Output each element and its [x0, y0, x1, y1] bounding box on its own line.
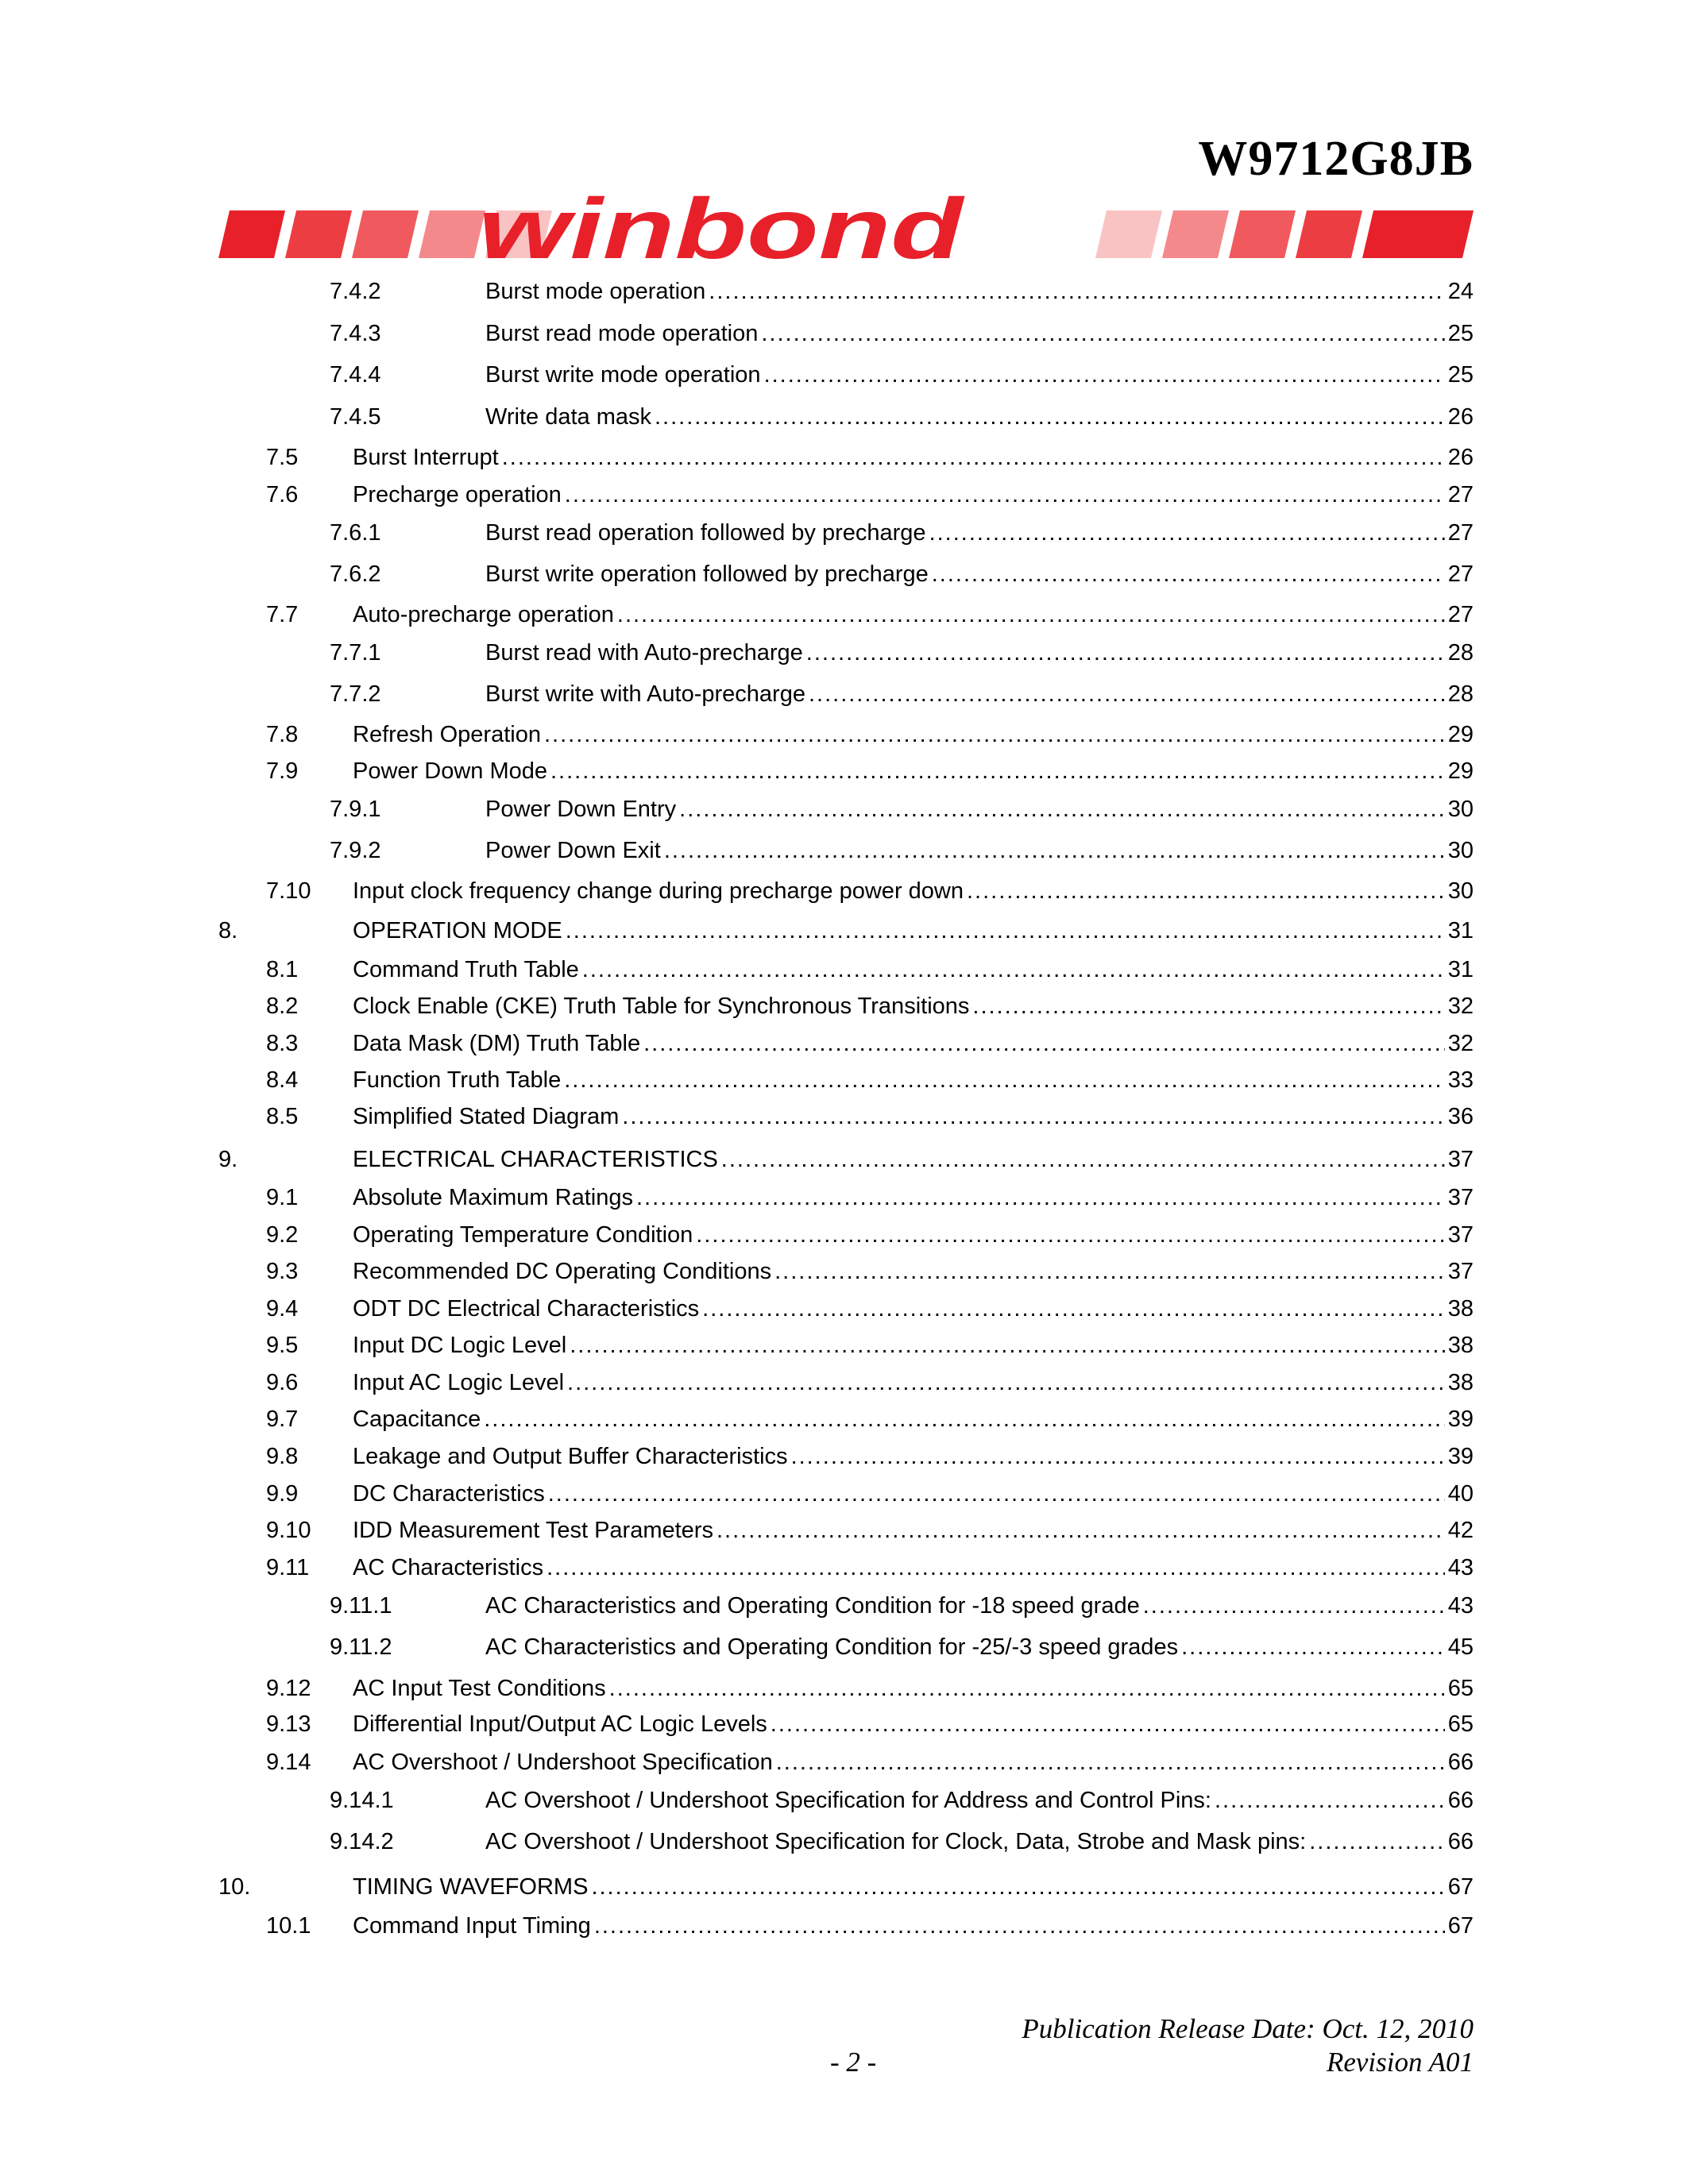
toc-entry-line: [353, 990, 1474, 1022]
dot-leader: [622, 1101, 1444, 1133]
toc-entry-number: 7.9: [266, 758, 299, 784]
logo-stripe: [218, 210, 285, 258]
dot-leader: [679, 793, 1445, 825]
dot-leader: [655, 401, 1445, 433]
dot-leader: [972, 990, 1444, 1022]
toc-entry[interactable]: [0, 558, 1688, 590]
toc-entry-title: Clock Enable (CKE) Truth Table for Synchronous Transitions: [353, 994, 970, 1019]
toc-entry-number: 9.8: [266, 1444, 299, 1469]
toc-entry-line: [353, 1708, 1474, 1740]
toc-entry-number: 7.9.1: [330, 797, 381, 822]
toc-entry-title: Input DC Logic Level: [353, 1333, 567, 1358]
dot-leader: [696, 1219, 1444, 1251]
toc-entry[interactable]: [0, 1785, 1688, 1816]
toc-entry-page: 66: [1447, 1788, 1474, 1813]
toc-entry-line: [353, 1367, 1474, 1399]
toc-entry[interactable]: [0, 1403, 1688, 1435]
toc-entry-number: 7.4.4: [330, 362, 381, 388]
toc-entry[interactable]: [0, 793, 1688, 825]
toc-entry-page: 27: [1447, 520, 1474, 546]
toc-entry-line: [485, 1785, 1474, 1816]
toc-entry[interactable]: [0, 1871, 1688, 1903]
dot-leader: [582, 954, 1445, 986]
toc-entry-page: 27: [1447, 482, 1474, 507]
dot-leader: [591, 1871, 1444, 1903]
toc-entry-number: 9.14.2: [330, 1829, 394, 1854]
toc-entry-page: 39: [1447, 1406, 1474, 1432]
dot-leader: [791, 1441, 1445, 1472]
toc-entry[interactable]: [0, 1708, 1688, 1740]
toc-entry-number: 9.5: [266, 1333, 299, 1358]
toc-entry[interactable]: [0, 1746, 1688, 1778]
toc-entry-page: 25: [1447, 362, 1474, 388]
toc-entry[interactable]: [0, 1064, 1688, 1096]
toc-entry-page: 30: [1447, 797, 1474, 822]
toc-entry-page: 66: [1447, 1829, 1474, 1854]
toc-entry[interactable]: [0, 1673, 1688, 1704]
toc-entry[interactable]: [0, 835, 1688, 866]
dot-leader: [609, 1673, 1445, 1704]
toc-entry-page: 37: [1447, 1147, 1474, 1172]
dot-leader: [502, 442, 1445, 473]
toc-entry[interactable]: [0, 1515, 1688, 1546]
toc-entry-line: [353, 1552, 1474, 1584]
toc-entry-number: 9.14.1: [330, 1788, 394, 1813]
toc-entry-title: AC Characteristics: [353, 1555, 544, 1580]
toc-entry[interactable]: [0, 1293, 1688, 1325]
toc-entry-title: Burst read operation followed by precharge: [485, 520, 926, 546]
toc-entry-line: [353, 719, 1474, 751]
toc-entry-page: 30: [1447, 878, 1474, 904]
toc-entry[interactable]: [0, 1144, 1688, 1175]
toc-entry-number: 9.1: [266, 1185, 299, 1210]
toc-entry-number: 7.10: [266, 878, 311, 904]
toc-entry-line: [353, 1293, 1474, 1325]
winbond-logo: [218, 195, 1474, 266]
toc-entry[interactable]: [0, 915, 1688, 947]
dot-leader: [570, 1329, 1445, 1361]
toc-entry-page: 66: [1447, 1750, 1474, 1775]
toc-entry-number: 9.: [218, 1147, 238, 1172]
toc-entry[interactable]: [0, 755, 1688, 787]
dot-leader: [771, 1708, 1445, 1740]
logo-wordmark: winbond: [478, 195, 965, 266]
toc-entry-line: [353, 599, 1474, 631]
dot-leader: [932, 558, 1445, 590]
part-number-title: W9712G8JB: [1198, 132, 1474, 186]
toc-entry-title: Input AC Logic Level: [353, 1370, 565, 1395]
toc-entry-title: Burst mode operation: [485, 279, 706, 304]
dot-leader: [564, 1064, 1445, 1096]
dot-leader: [721, 1144, 1445, 1175]
toc-entry-line: [485, 835, 1474, 866]
toc-entry-number: 7.8: [266, 722, 299, 747]
dot-leader: [776, 1746, 1445, 1778]
toc-entry-line: [485, 401, 1474, 433]
toc-entry-number: 9.7: [266, 1406, 299, 1432]
toc-entry-title: Command Input Timing: [353, 1913, 591, 1939]
dot-leader: [809, 678, 1445, 710]
toc-entry-page: 39: [1447, 1444, 1474, 1469]
toc-entry-page: 67: [1447, 1874, 1474, 1900]
toc-entry-page: 38: [1447, 1333, 1474, 1358]
dot-leader: [664, 835, 1445, 866]
toc-entry-number: 7.7: [266, 602, 299, 627]
toc-entry-number: 9.4: [266, 1296, 299, 1322]
toc-entry-title: AC Characteristics and Operating Condition for -25/-3 speed grades: [485, 1634, 1179, 1660]
toc-entry-title: Burst Interrupt: [353, 445, 499, 470]
toc-entry-title: Differential Input/Output AC Logic Levels: [353, 1711, 767, 1737]
toc-entry-number: 7.4.2: [330, 279, 381, 304]
toc-entry[interactable]: [0, 359, 1688, 391]
toc-entry-title: Simplified Stated Diagram: [353, 1104, 620, 1129]
toc-entry-title: Precharge operation: [353, 482, 562, 507]
toc-entry-number: 7.6.2: [330, 561, 381, 587]
toc-entry[interactable]: [0, 719, 1688, 751]
toc-entry[interactable]: [0, 637, 1688, 669]
toc-entry[interactable]: [0, 1478, 1688, 1510]
dot-leader: [594, 1910, 1445, 1942]
toc-entry-title: AC Input Test Conditions: [353, 1676, 606, 1701]
toc-entry-line: [353, 442, 1474, 473]
dot-leader: [806, 637, 1445, 669]
toc-entry[interactable]: [0, 1552, 1688, 1584]
toc-entry-page: 27: [1447, 602, 1474, 627]
toc-entry-line: [485, 359, 1474, 391]
toc-entry[interactable]: [0, 442, 1688, 473]
toc-entry-number: 10.: [218, 1874, 251, 1900]
toc-entry-title: Refresh Operation: [353, 722, 541, 747]
page-number: - 2 -: [830, 2047, 877, 2078]
toc-entry-line: [353, 1256, 1474, 1287]
toc-entry-line: [353, 1064, 1474, 1096]
logo-stripe: [1229, 210, 1296, 258]
toc-entry-title: Recommended DC Operating Conditions: [353, 1259, 772, 1284]
toc-entry-line: [353, 875, 1474, 907]
toc-entry-number: 9.10: [266, 1518, 311, 1543]
toc-entry-number: 7.7.2: [330, 681, 381, 707]
toc-entry[interactable]: [0, 954, 1688, 986]
dot-leader: [565, 479, 1445, 511]
toc-entry-page: 67: [1447, 1913, 1474, 1939]
toc-entry-number: 9.6: [266, 1370, 299, 1395]
toc-entry-line: [353, 1219, 1474, 1251]
dot-leader: [566, 915, 1445, 947]
table-of-contents: [0, 274, 1688, 1942]
toc-entry-line: [353, 1746, 1474, 1778]
toc-entry-title: Operating Temperature Condition: [353, 1222, 693, 1248]
toc-entry-page: 28: [1447, 681, 1474, 707]
toc-entry-title: Burst write mode operation: [485, 362, 761, 388]
toc-entry-number: 8.1: [266, 957, 299, 982]
dot-leader: [709, 276, 1444, 307]
toc-entry-page: 38: [1447, 1296, 1474, 1322]
toc-entry-line: [353, 755, 1474, 787]
toc-entry-title: Absolute Maximum Ratings: [353, 1185, 633, 1210]
logo-stripe: [1296, 210, 1362, 258]
toc-entry-title: Command Truth Table: [353, 957, 579, 982]
toc-entry[interactable]: [0, 1329, 1688, 1361]
toc-entry-title: AC Overshoot / Undershoot Specification: [353, 1750, 773, 1775]
toc-entry-title: Power Down Mode: [353, 758, 547, 784]
dot-leader: [547, 1552, 1445, 1584]
toc-entry-page: 37: [1447, 1222, 1474, 1248]
toc-entry-title: Burst read with Auto-precharge: [485, 640, 803, 666]
toc-entry-line: [485, 637, 1474, 669]
toc-entry-number: 8.: [218, 918, 238, 943]
toc-entry[interactable]: [0, 1590, 1688, 1622]
toc-entry-line: [485, 517, 1474, 549]
toc-entry[interactable]: [0, 1367, 1688, 1399]
toc-entry-page: 31: [1447, 957, 1474, 982]
dot-leader: [567, 1367, 1445, 1399]
toc-entry-title: Auto-precharge operation: [353, 602, 614, 627]
toc-entry[interactable]: [0, 1219, 1688, 1251]
dot-leader: [544, 719, 1445, 751]
toc-entry-page: 43: [1447, 1593, 1474, 1619]
toc-entry[interactable]: [0, 1028, 1688, 1059]
toc-entry-line: [485, 1826, 1474, 1858]
dot-leader: [484, 1403, 1445, 1435]
dot-leader: [764, 359, 1445, 391]
toc-entry-line: [353, 1871, 1474, 1903]
toc-entry-title: Capacitance: [353, 1406, 481, 1432]
toc-entry-line: [485, 276, 1474, 307]
toc-entry-page: 40: [1447, 1481, 1474, 1507]
toc-entry[interactable]: [0, 276, 1688, 307]
toc-entry-title: IDD Measurement Test Parameters: [353, 1518, 713, 1543]
dot-leader: [929, 517, 1445, 549]
toc-entry-line: [353, 1673, 1474, 1704]
toc-entry-title: DC Characteristics: [353, 1481, 545, 1507]
dot-leader: [702, 1293, 1445, 1325]
toc-entry-title: Input clock frequency change during precharge power down: [353, 878, 964, 904]
toc-entry-page: 31: [1447, 918, 1474, 943]
toc-entry-number: 9.11.2: [330, 1634, 392, 1660]
toc-entry-line: [353, 1329, 1474, 1361]
toc-entry[interactable]: [0, 990, 1688, 1022]
toc-entry-number: 7.4.3: [330, 321, 381, 346]
dot-leader: [1215, 1785, 1445, 1816]
toc-entry-title: AC Characteristics and Operating Condition for -18 speed grade: [485, 1593, 1140, 1619]
dot-leader: [1309, 1826, 1445, 1858]
toc-entry-number: 9.12: [266, 1676, 311, 1701]
toc-entry[interactable]: [0, 875, 1688, 907]
toc-entry-page: 28: [1447, 640, 1474, 666]
toc-entry-line: [353, 1441, 1474, 1472]
toc-entry-number: 7.6.1: [330, 520, 381, 546]
toc-entry-page: 33: [1447, 1067, 1474, 1093]
toc-entry-line: [485, 678, 1474, 710]
toc-entry[interactable]: [0, 318, 1688, 349]
logo-stripe: [419, 210, 485, 258]
toc-entry-number: 9.3: [266, 1259, 299, 1284]
toc-entry-line: [353, 1910, 1474, 1942]
toc-entry-number: 9.13: [266, 1711, 311, 1737]
dot-leader: [643, 1028, 1445, 1059]
toc-entry-line: [353, 954, 1474, 986]
dot-leader: [761, 318, 1444, 349]
toc-entry[interactable]: [0, 678, 1688, 710]
toc-entry-title: Function Truth Table: [353, 1067, 562, 1093]
toc-entry[interactable]: [0, 401, 1688, 433]
toc-entry-line: [353, 1478, 1474, 1510]
toc-entry-title: ELECTRICAL CHARACTERISTICS: [353, 1147, 718, 1172]
toc-entry-number: 9.11: [266, 1555, 310, 1580]
toc-entry-number: 9.2: [266, 1222, 299, 1248]
toc-entry-number: 7.9.2: [330, 838, 381, 863]
toc-entry-title: Burst read mode operation: [485, 321, 759, 346]
toc-entry-page: 43: [1447, 1555, 1474, 1580]
dot-leader: [636, 1182, 1445, 1214]
dot-leader: [1143, 1590, 1445, 1622]
toc-entry-title: Power Down Exit: [485, 838, 661, 863]
publication-date: Publication Release Date: Oct. 12, 2010: [1022, 2013, 1474, 2044]
toc-entry-line: [485, 793, 1474, 825]
dot-leader: [717, 1515, 1445, 1546]
toc-entry[interactable]: [0, 479, 1688, 511]
toc-entry-line: [353, 1403, 1474, 1435]
toc-entry-page: 26: [1447, 445, 1474, 470]
toc-entry-page: 36: [1447, 1104, 1474, 1129]
toc-entry-line: [353, 1144, 1474, 1175]
toc-entry-page: 29: [1447, 758, 1474, 784]
toc-entry-number: 9.9: [266, 1481, 299, 1507]
toc-entry-page: 32: [1447, 994, 1474, 1019]
toc-entry-title: OPERATION MODE: [353, 918, 562, 943]
toc-entry[interactable]: [0, 517, 1688, 549]
toc-entry[interactable]: [0, 1631, 1688, 1663]
toc-entry-page: 25: [1447, 321, 1474, 346]
toc-entry-line: [485, 558, 1474, 590]
toc-entry-number: 8.5: [266, 1104, 299, 1129]
toc-entry-line: [353, 915, 1474, 947]
toc-entry-title: AC Overshoot / Undershoot Specification for Address and Control Pins:: [485, 1788, 1211, 1813]
logo-stripe: [285, 210, 352, 258]
toc-entry-page: 26: [1447, 404, 1474, 430]
logo-stripe: [1162, 210, 1229, 258]
toc-entry-title: ODT DC Electrical Characteristics: [353, 1296, 700, 1322]
revision: Revision A01: [1326, 2047, 1474, 2078]
toc-entry-line: [353, 1182, 1474, 1214]
toc-entry-number: 7.6: [266, 482, 299, 507]
dot-leader: [774, 1256, 1445, 1287]
toc-entry-number: 10.1: [266, 1913, 311, 1939]
toc-entry-page: 38: [1447, 1370, 1474, 1395]
dot-leader: [1181, 1631, 1445, 1663]
toc-entry-number: 8.2: [266, 994, 299, 1019]
toc-entry-title: Leakage and Output Buffer Characteristics: [353, 1444, 788, 1469]
toc-entry-line: [485, 318, 1474, 349]
logo-stripe: [1362, 210, 1474, 258]
toc-entry-page: 29: [1447, 722, 1474, 747]
toc-entry-page: 24: [1447, 279, 1474, 304]
toc-entry-number: 9.14: [266, 1750, 311, 1775]
toc-entry-page: 42: [1447, 1518, 1474, 1543]
toc-entry-page: 37: [1447, 1259, 1474, 1284]
toc-entry[interactable]: [0, 1256, 1688, 1287]
toc-entry-number: 7.7.1: [330, 640, 381, 666]
toc-entry-page: 65: [1447, 1711, 1474, 1737]
logo-stripe: [352, 210, 419, 258]
toc-entry-title: Burst write operation followed by precharge: [485, 561, 929, 587]
toc-entry-page: 45: [1447, 1634, 1474, 1660]
toc-entry-title: Burst write with Auto-precharge: [485, 681, 805, 707]
toc-entry-title: TIMING WAVEFORMS: [353, 1874, 589, 1900]
toc-entry[interactable]: [0, 1441, 1688, 1472]
toc-entry-page: 30: [1447, 838, 1474, 863]
toc-entry-page: 65: [1447, 1676, 1474, 1701]
toc-entry-number: 7.4.5: [330, 404, 381, 430]
logo-stripe: [1095, 210, 1162, 258]
toc-entry[interactable]: [0, 1182, 1688, 1214]
toc-entry-title: Data Mask (DM) Truth Table: [353, 1031, 641, 1056]
toc-entry[interactable]: [0, 1101, 1688, 1133]
toc-entry-line: [485, 1631, 1474, 1663]
toc-entry-line: [353, 479, 1474, 511]
dot-leader: [550, 755, 1445, 787]
toc-entry-page: 37: [1447, 1185, 1474, 1210]
toc-entry-line: [485, 1590, 1474, 1622]
toc-entry-page: 32: [1447, 1031, 1474, 1056]
toc-entry-title: Write data mask: [485, 404, 651, 430]
dot-leader: [967, 875, 1445, 907]
toc-entry[interactable]: [0, 599, 1688, 631]
dot-leader: [548, 1478, 1445, 1510]
toc-entry-title: AC Overshoot / Undershoot Specification for Clock, Data, Strobe and Mask pins:: [485, 1829, 1307, 1854]
toc-entry-line: [353, 1101, 1474, 1133]
toc-entry-number: 7.5: [266, 445, 299, 470]
toc-entry[interactable]: [0, 1910, 1688, 1942]
dot-leader: [617, 599, 1445, 631]
toc-entry-line: [353, 1028, 1474, 1059]
toc-entry-title: Power Down Entry: [485, 797, 677, 822]
toc-entry-number: 9.11.1: [330, 1593, 392, 1619]
toc-entry-line: [353, 1515, 1474, 1546]
toc-entry[interactable]: [0, 1826, 1688, 1858]
toc-entry-number: 8.3: [266, 1031, 299, 1056]
toc-entry-number: 8.4: [266, 1067, 299, 1093]
toc-entry-page: 27: [1447, 561, 1474, 587]
